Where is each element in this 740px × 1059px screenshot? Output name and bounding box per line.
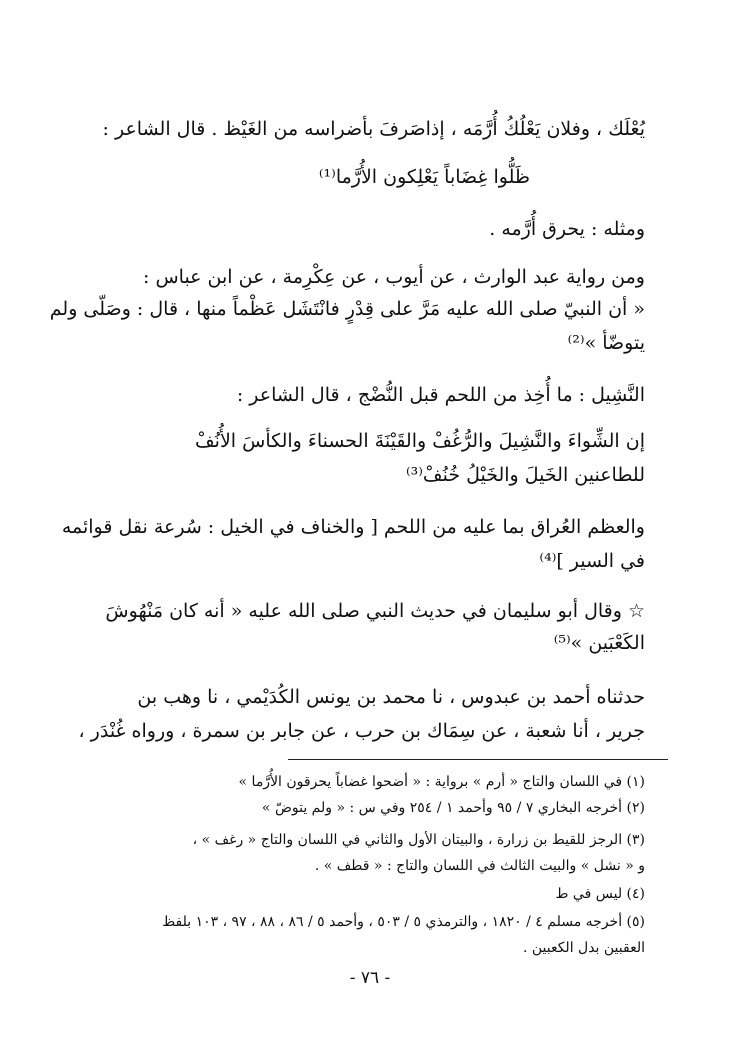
footnote-separator <box>288 759 668 760</box>
poem-verse: ظَلُّوا غِضَاباً يَعْلِكون الأُرَّما⁽¹⁾ <box>318 166 530 188</box>
body-line: والعظم العُراق بما عليه من اللحم [ والخناف في الخيل : سُرعة نقل قوائمه <box>61 516 645 538</box>
body-line: « أن النبيّ صلى الله عليه مَرَّ على قِدْرٍ فانْتَشَل عَظْماً منها ، قال : وصَلّى ولم <box>49 298 645 320</box>
page-number: - ٧٦ - <box>349 968 391 988</box>
body-line: الكَعْبَين »⁽⁵⁾ <box>553 632 645 654</box>
poem-verse: إن الشِّواءَ والنَّشِيلَ والرُّغُفْ والقَيْنَةَ الحسناءَ والكأسَ الأُنُفْ <box>195 430 645 452</box>
footnote: العقبين بدل الكعبين . <box>522 940 645 956</box>
body-line: يتوضّأ »⁽²⁾ <box>567 332 645 354</box>
body-line: جرير ، أنا شعبة ، عن سِمَاك بن حرب ، عن جابر بن سمرة ، ورواه غُنْدَر ، <box>78 720 645 742</box>
body-line: ومن رواية عبد الوارث ، عن أيوب ، عن عِكْرِمة ، عن ابن عباس : <box>143 266 645 288</box>
body-line: حدثناه أحمد بن عبدوس ، نا محمد بن يونس الكُدَيْمي ، نا وهب بن <box>137 686 645 708</box>
body-line: في السير ]⁽⁴⁾ <box>539 550 645 572</box>
body-line: يُعْلَك ، وفلان يَعْلُكُ أُرَّمَه ، إذاصَرفَ بأضراسه من الغَيْظ . قال الشاعر : <box>102 118 645 140</box>
body-line: ☆ وقال أبو سليمان في حديث النبي صلى الله عليه « أنه كان مَنْهُوشَ <box>105 600 645 622</box>
footnote: و « نشل » والبيت الثالث في اللسان والتاج : « قطف » . <box>314 858 645 874</box>
footnote: (٣) الرجز للقيط بن زرارة ، والبيتان الأول والثاني في اللسان والتاج « رغف » ، <box>192 832 645 848</box>
footnote: (٥) أخرجه مسلم ٤ / ١٨٢٠ ، والترمذي ٥ / ٥٠٣ ، وأحمد ٥ / ٨٦ ، ٨٨ ، ٩٧ ، ١٠٣ بلفظ <box>162 914 645 930</box>
footnote: (١) في اللسان والتاج « أرم » برواية : « أضحوا غضاباً يحرقون الأُرَّما » <box>238 774 645 790</box>
footnote: (٢) أخرجه البخاري ٧ / ٩٥ وأحمد ١ / ٢٥٤ وفي س : « ولم يتوضّ » <box>261 800 645 816</box>
poem-verse: للطاعنين الخَيلَ والخَيْلُ خُنُفْ⁽³⁾ <box>405 464 645 486</box>
body-line: النَّشِيل : ما أُخِذ من اللحم قبل النُّضْج ، قال الشاعر : <box>236 384 645 406</box>
body-line: ومثله : يحرق أُرَّمه . <box>489 218 645 240</box>
footnote: (٤) ليس في ط <box>555 886 645 902</box>
